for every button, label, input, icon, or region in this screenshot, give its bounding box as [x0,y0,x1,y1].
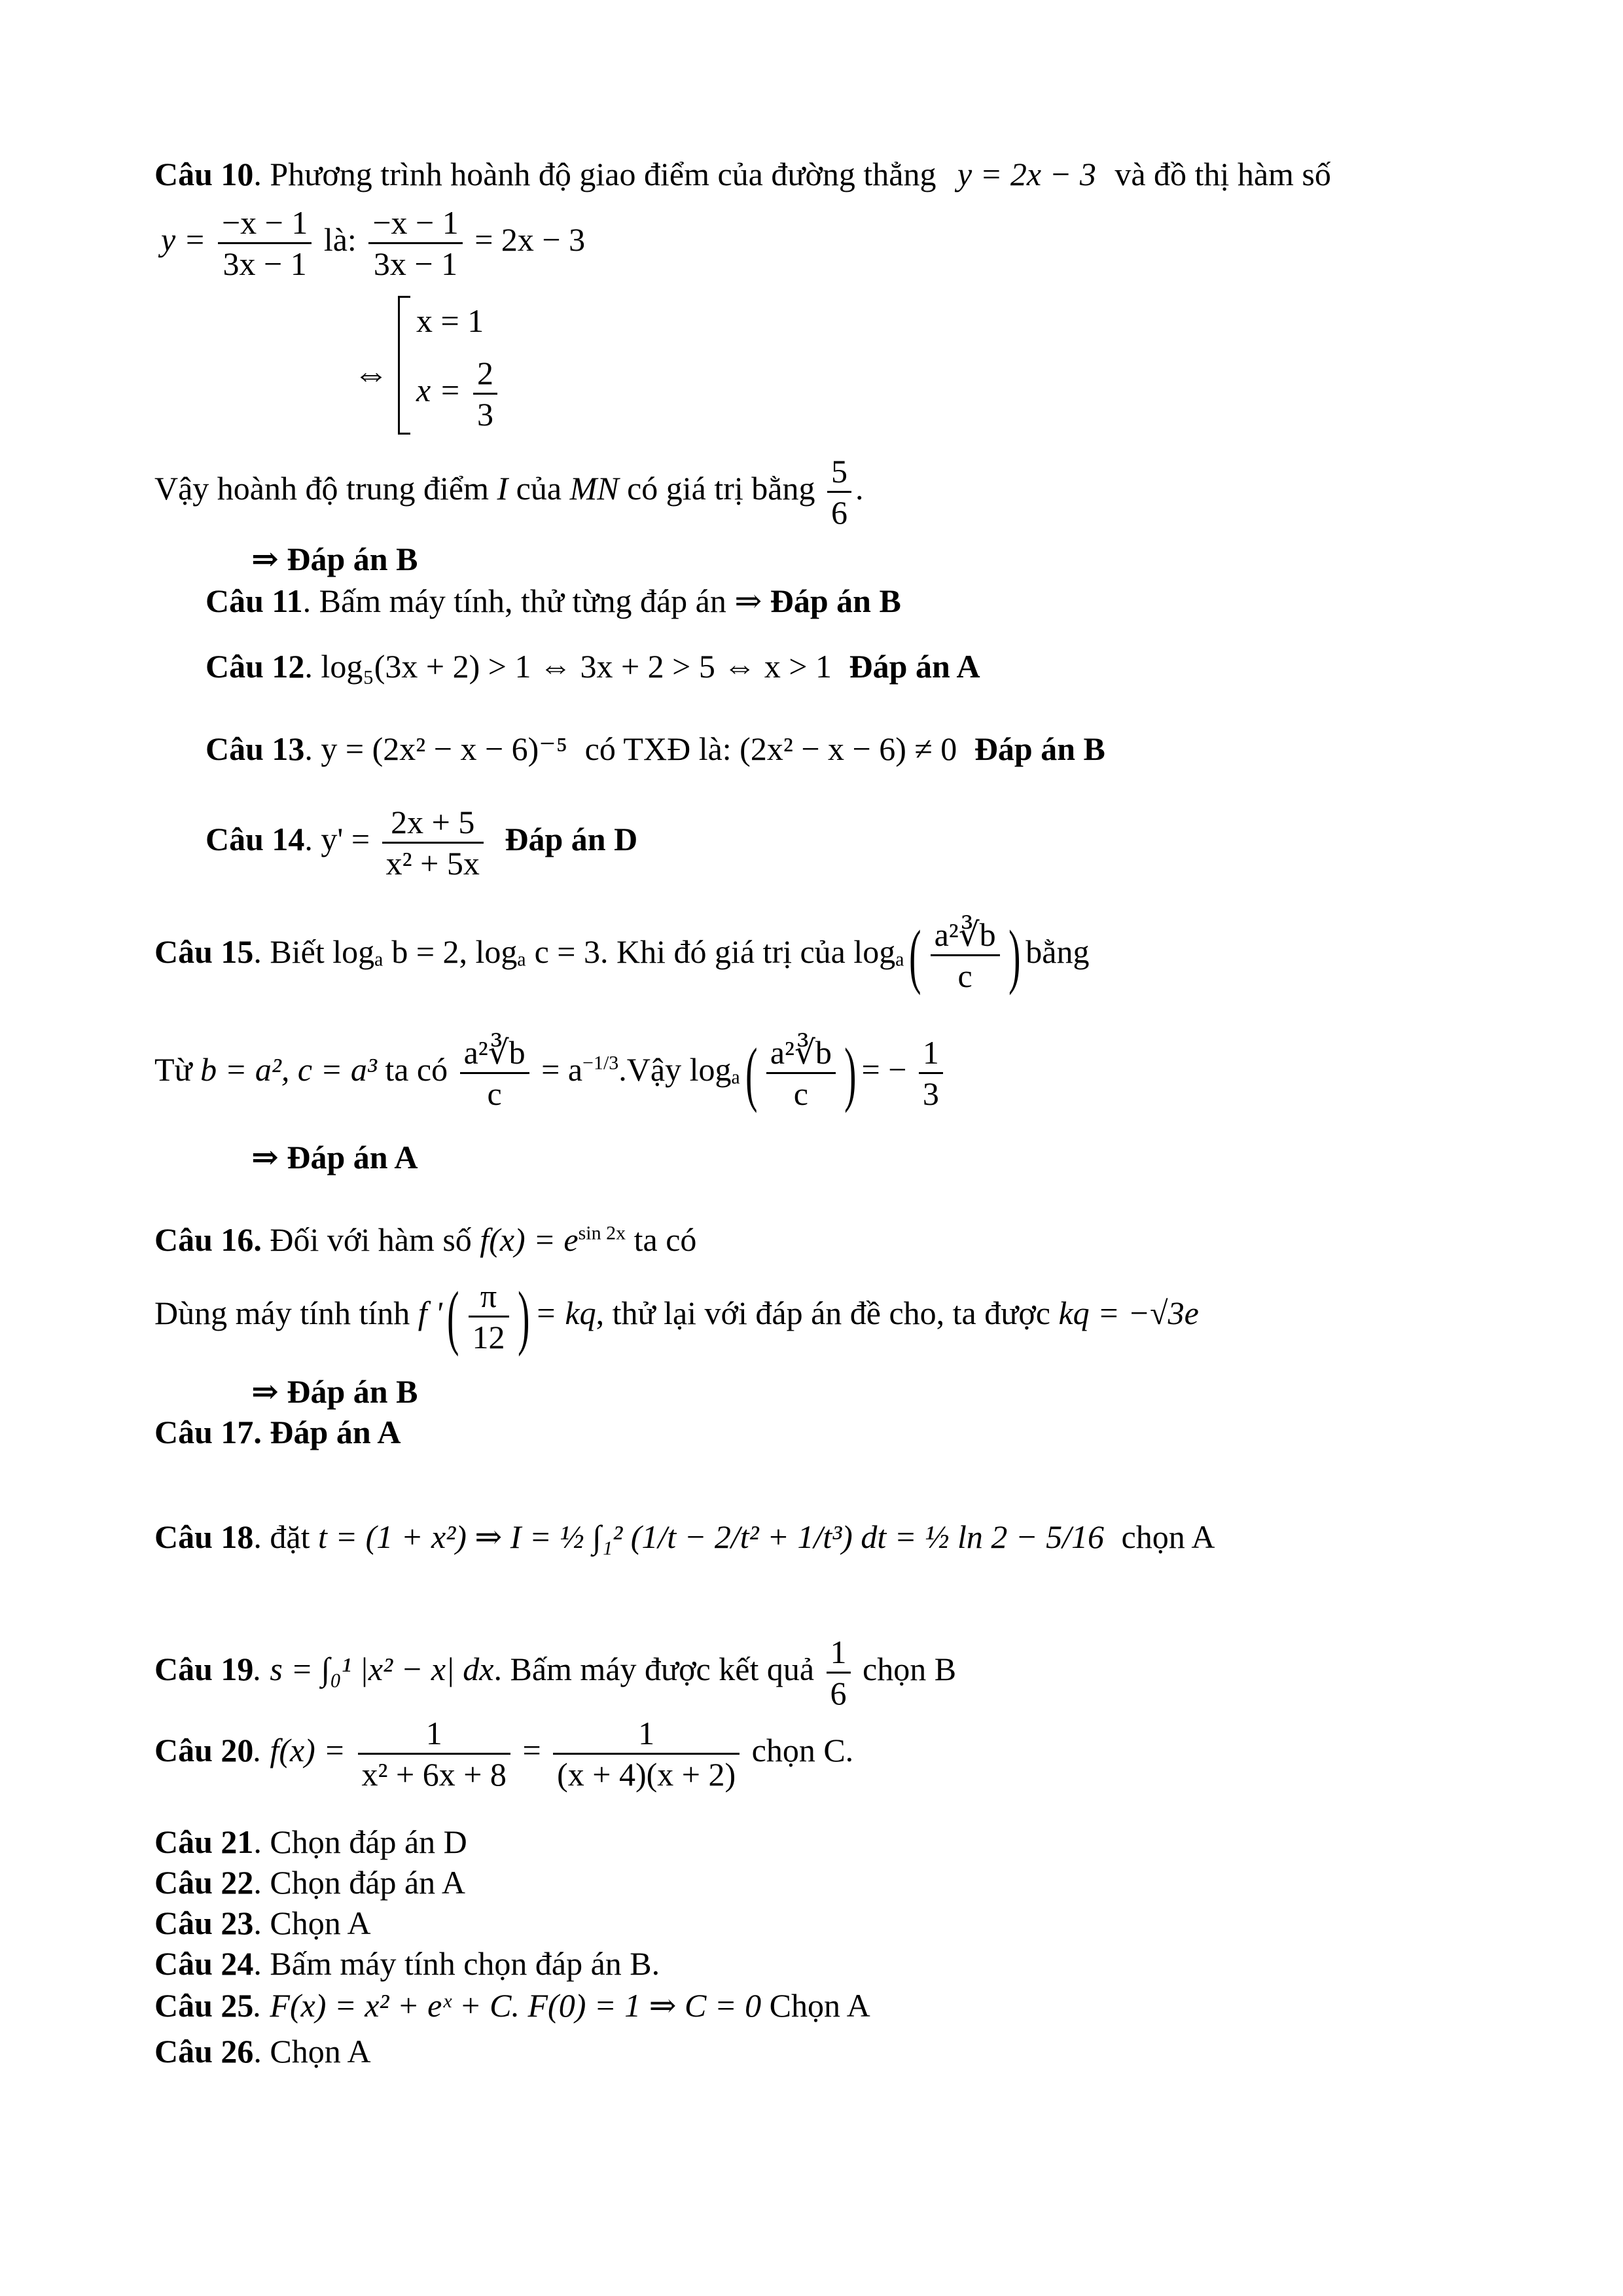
q25-choice: Chọn A [769,1987,870,2024]
q13-math1: . y = (2x² − x − 6)⁻⁵ [304,730,568,767]
q10-frac-num: −x − 1 [218,203,312,244]
q15-frac3 [766,1033,836,1113]
q11-answer: Đáp án B [770,583,901,619]
q18 [154,1518,1215,1556]
q10-text2: và đồ thị hàm số [1115,156,1331,192]
q16-answer-text: ⇒ Đáp án B [251,1373,418,1410]
q10-conclusion-b: của [516,469,562,507]
q22 [154,1864,465,1902]
q18-choice: chọn A [1121,1518,1215,1555]
q16-label: Câu 16. [154,1221,262,1258]
q26 [154,2033,371,2071]
q11-text: . Bấm máy tính, thử từng đáp án ⇒ [302,583,762,619]
q10-equiv: ⇔ [353,354,389,393]
q16-text1: Đối với hàm số [270,1221,472,1258]
q16-func: f(x) = e [480,1221,579,1258]
q15-frac3-num: a²∛b [766,1033,836,1074]
q19-choice: chọn B [863,1650,957,1687]
q15-result-lhs: logₐ [689,1050,741,1088]
q18-math: t = (1 + x²) ⇒ I = ½ ∫₁² (1/t − 2/t² + 1/t³) dt = ½ ln 2 − 5/16 [318,1518,1104,1555]
q10-conclusion-a: Vậy hoành độ trung điểm [154,469,490,507]
q16-line2 [154,1276,1199,1357]
q15-frac-num: a²∛b [931,915,1000,956]
q20-choice: chọn C. [751,1731,854,1768]
q10-fraction [218,203,312,283]
q20-num2: 1 [553,1713,740,1755]
q14-frac [382,802,484,883]
q10-value-frac [827,452,851,532]
q16-text2: ta có [633,1221,697,1258]
q10-answer-text: ⇒ Đáp án B [251,541,418,577]
q16-arg [469,1276,509,1357]
q14-lhs: . y' = [304,820,370,857]
q15-text3: bằng [1026,933,1090,970]
q19-text: . Bấm máy được kết quả [493,1650,815,1687]
q16-paren-left: ( [447,1276,459,1357]
q22-text: . Chọn đáp án A [253,1864,466,1901]
q13-text: có TXĐ là: [584,730,732,767]
q14-label: Câu 14 [205,820,305,857]
q21-text: . Chọn đáp án D [253,1823,467,1860]
q12-answer: Đáp án A [849,648,980,685]
q10-sol2-lhs: x = [416,371,461,408]
q14 [205,802,637,883]
q10-fraction-2 [368,203,462,283]
q10-sol1: x = 1 [416,302,484,339]
q19-frac [827,1632,851,1713]
q10-line-eq: y = 2x − 3 [957,156,1096,192]
q11-label: Câu 11 [205,583,303,619]
q16-line2-b: = kq [535,1294,596,1331]
q15-paren2-left: ( [745,1033,758,1113]
q23 [154,1905,371,1943]
q14-answer: Đáp án D [505,820,638,857]
q25-label: Câu 25 [154,1987,254,2024]
q15-from: Từ [154,1050,192,1088]
q10-val-den: 6 [830,494,847,531]
q20-num1: 1 [358,1713,510,1755]
q16-func-exp: sin 2x [578,1222,626,1244]
q22-label: Câu 22 [154,1864,254,1901]
q25-math: . F(x) = x² + eˣ + C. F(0) = 1 ⇒ C = 0 [253,1987,762,2024]
q15-given: logₐ b = 2, logₐ c = 3 [332,933,600,970]
q10-seg-mn: MN [569,469,619,507]
q15-vay: .Vậy [618,1050,682,1088]
q10-answer [251,541,418,579]
q26-text: . Chọn A [253,2033,371,2070]
q15-frac2 [460,1033,529,1113]
q24 [154,1945,660,1983]
q10-sol2-frac [473,353,497,434]
q10-conclusion-c: có giá trị bằng [627,469,815,507]
q16-paren-right: ) [518,1276,530,1357]
q15-paren-left: ( [909,915,921,996]
q15-rhs: = a [541,1050,583,1088]
q10-val-num: 5 [827,452,851,493]
q11 [205,583,901,620]
q20-den1: x² + 6x + 8 [361,1756,507,1793]
q15-frac [931,915,1000,996]
q19-den: 6 [830,1675,847,1712]
q19 [154,1632,956,1713]
q25 [154,1987,870,2025]
q14-den: x² + 5x [385,845,480,882]
q16-line2-c: , thử lại với đáp án đề cho, ta được [596,1294,1050,1331]
q13-label: Câu 13 [205,730,305,767]
q19-label: Câu 19 [154,1650,254,1687]
q12 [205,648,980,686]
q10-conclusion: Vậy hoành độ trung điểm I của MN có giá trị bằng $\frac{5}{6}$ . [154,453,864,531]
q13 [205,730,1105,768]
q20-label: Câu 20 [154,1731,254,1768]
q20: Câu 20. f(x) = $\frac{1}{\text{x² + 6x + 8}}$ = $\frac{1}{(x + 4)(x + 2)}$ chọn C. [154,1715,854,1793]
q16-fprime: f ' [418,1294,442,1331]
q10-bracket [398,296,410,435]
q15-answer [251,1139,418,1177]
q12-label: Câu 12 [205,648,305,685]
q13-math2: (2x² − x − 6) ≠ 0 [740,730,957,767]
q24-text: . Bấm máy tính chọn đáp án B. [253,1945,660,1982]
q14-num: 2x + 5 [382,802,484,844]
q15-text1: . Biết [253,933,325,970]
q18-text: . đặt [253,1518,310,1555]
q15-text2: . Khi đó giá trị của [599,933,846,970]
q23-text: . Chọn A [253,1905,371,1941]
q15-frac2-num: a²∛b [460,1033,529,1074]
q24-label: Câu 24 [154,1945,254,1982]
q17-label: Câu 17 [154,1414,254,1450]
q21-label: Câu 21 [154,1823,254,1860]
q15-log-a: logₐ [853,933,904,970]
q17 [154,1414,401,1452]
q10-label: Câu 10 [154,156,254,192]
q15-paren-right: ) [1008,915,1021,996]
q18-label: Câu 18 [154,1518,254,1555]
q10-eq-rhs: = 2x − 3 [474,221,586,258]
q10-frac2-num: −x − 1 [368,203,462,244]
q10-line1 [154,156,1483,194]
q16-line2-a: Dùng máy tính tính [154,1294,410,1331]
q15-label: Câu 15 [154,933,254,970]
q10-text1: . Phương trình hoành độ giao điểm của đường thẳng [253,156,936,192]
q10-frac-den: 3x − 1 [223,245,307,282]
q16-arg-num: π [469,1276,509,1318]
q15-line1 [154,915,1089,996]
q20-frac2 [553,1713,740,1794]
q10-sol2-den: 3 [476,396,493,433]
q17-answer: . Đáp án A [253,1414,401,1450]
q15-taco: ta có [385,1050,448,1088]
q15-frac-den: c [957,958,972,994]
q10-line2 [161,203,585,283]
q15-answer-text: ⇒ Đáp án A [251,1139,418,1175]
q21 [154,1823,467,1861]
q16-answer [251,1373,418,1411]
q26-label: Câu 26 [154,2033,254,2070]
q16-arg-den: 12 [472,1319,505,1355]
q12-math: . log₅(3x + 2) > 1 ⇔ 3x + 2 > 5 ⇔ x > 1 [304,648,832,685]
q16-result: kq = −√3e [1058,1294,1199,1331]
q23-label: Câu 23 [154,1905,254,1941]
q20-den2: (x + 4)(x + 2) [557,1756,736,1793]
q10-la: là: [323,221,357,258]
q15-res-num: 1 [919,1033,943,1074]
q10-y-eq: y = [161,221,206,258]
q15-frac3-den: c [793,1075,808,1112]
q15-exp: −1/3 [582,1052,619,1074]
q15-frac2-den: c [487,1075,502,1112]
q15-subst: b = a², c = a³ [200,1050,377,1088]
q16-line1 [154,1221,696,1259]
q10-sol2 [416,353,501,434]
q10-sol2-num: 2 [473,353,497,395]
q15-result-rhs: = − [861,1050,907,1088]
q19-num: 1 [827,1632,851,1674]
q15-res-den: 3 [922,1075,939,1112]
q15-result-frac [919,1033,943,1113]
q10-frac2-den: 3x − 1 [373,245,458,282]
q20-frac1 [358,1713,510,1794]
q19-math: . s = ∫₀¹ |x² − x| dx [253,1650,494,1687]
q10-point-i: I [497,469,508,507]
q20-lhs: . f(x) = [253,1731,346,1768]
q15-paren2-right: ) [844,1033,857,1113]
q13-answer: Đáp án B [974,730,1105,767]
q15-line2 [154,1033,947,1113]
